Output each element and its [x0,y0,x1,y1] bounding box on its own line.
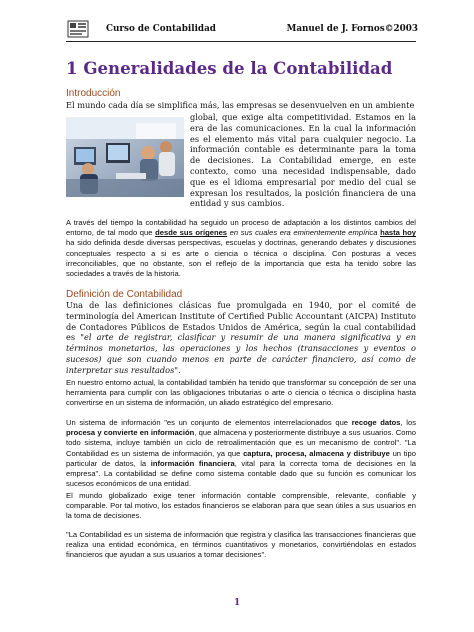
definition-quote: "el arte de registrar, clasificar y resumir de una manera significativa y en términos monetarios, las operaciones y los hechos (transacciones y eventos o sucesos) que son cuando menos en parte de carácter financiero, así como de interpretar sus resultados" [66,332,416,375]
p3-text-e: un tipo particular de datos, la [66,448,416,468]
history-text-2: ha sido definida desde diversas perspectivas, escuelas y doctrinas, generando debates y discusiones conceptuales respecto a si es arte o ciencia o técnica o disciplina. Con posturas a veces irreconciliables, que no obstante, son el reflejo de la importancia que esta ha tenido sobre las sociedades a través de la historia. [66,238,416,279]
header-course-title: Curso de Contabilidad [106,24,216,34]
intro-paragraph: global, que exige alta competitividad. Estamos en la era de las comunicaciones. En la cual la información es el elemento más vital para cualquier negocio. La información contable es determinante para la toma de decisiones. La Contabilidad emerge, en este contexto, como una necesidad indispensable, dado que es el idioma empresarial por medio del cual se expresan los resultados, la posición financiera de una entidad y sus cambios. [190,112,416,209]
p3-text-a: Un sistema de información "es un conjunto de elementos interrelacionados que [66,418,352,427]
header-author: Manuel de J. Fornos©2003 [286,24,418,34]
page-number: 1 [234,598,241,608]
p3-text-d: , que almacena y posteriormente distribuye a sus usuarios. Como todo sistema, incluye también un ciclo de retroalimentación que es un mecanismo de control". "La Contabilidad es un sistema de información, ya que [66,428,416,458]
definition-paragraph-2: En nuestro entorno actual, la contabilidad también ha tenido que transformar su concepción de ser una herramienta para cumplir con las obligaciones tributarias o arte o ciencia o técnica o disciplina hasta convertirse en un sistema de información, un aliado estratégico del empresario. [66,378,416,408]
definition-paragraph-1 [66,300,416,376]
p3-bold-captura: captura, procesa, almacena y distribuye [243,448,390,458]
history-underlined-origins: desde sus orígenes [155,228,228,238]
p3-bold-recoge: recoge datos [351,418,401,427]
definition-end: . [178,364,181,375]
section-heading-definicion: Definición de Contabilidad [66,289,183,300]
p3-text-f: , vital para la correcta toma de decisiones en la empresa". La contabilidad se define como sistema contable dado que su función es comunicar los sucesos económicos de una entidad. [66,458,416,489]
definition-paragraph-5: "La Contabilidad es un sistema de información que registra y clasifica las transacciones financieras que realiza una entidad económica, en términos cuantitativos y monetarios, convirtiéndolas en estados financieros que ayudan a sus usuarios a tomar decisiones". [66,530,416,560]
history-italic: en sus cuales era eminentemente empírica [227,228,381,238]
p3-bold-info-financiera: información financiera [150,458,235,468]
page-header [66,18,416,40]
definition-text: Una de las definiciones clásicas fue promulgada en 1940, por el comité de terminología del American Institute of Certified Public Accountant (AICPA) Instituto de Contadores Públicos de Estados Unidos de América, según la cual contabilidad es [66,300,416,343]
section-heading-introduccion: Introducción [66,88,121,99]
office-photo [66,117,184,197]
history-underlined-today: hasta hoy [380,228,417,238]
header-divider [66,41,416,42]
p3-bold-procesa: procesa y convierte en información [66,428,195,438]
intro-first-line: El mundo cada día se simplifica más, las empresas se desenvuelven en un ambiente [66,100,415,110]
history-paragraph [66,218,416,279]
history-text-1: A través del tiempo la contabilidad ha seguido un proceso de adaptación a los distintos cambios del entorno, de tal modo que [66,218,416,238]
book-logo-icon [66,18,90,40]
p3-text-c: , los [400,418,417,427]
definition-paragraph-4: El mundo globalizado exige tener información contable comprensible, relevante, confiable y comparable. Por tal motivo, los estados financieros se elaboran para que sean útiles a sus usuarios en la toma de decisiones. [66,491,416,521]
definition-paragraph-3 [66,418,416,489]
chapter-title: 1 Generalidades de la Contabilidad [66,58,393,78]
